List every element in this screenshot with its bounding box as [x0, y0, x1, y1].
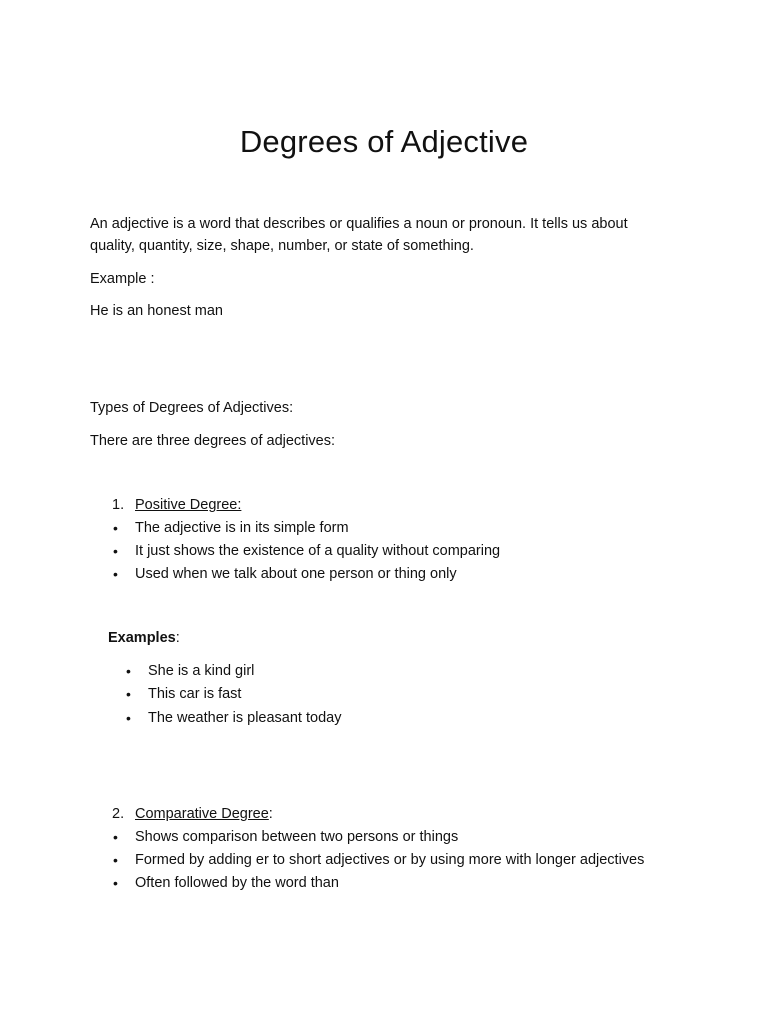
comparative-degree-colon: : — [268, 806, 273, 822]
list-item-text: The adjective is in its simple form — [135, 520, 349, 536]
example-text: He is an honest man — [90, 303, 223, 319]
list-item-text: Used when we talk about one person or thing only — [135, 566, 457, 582]
example-item-text: She is a kind girl — [148, 663, 255, 679]
bullet-icon: • — [126, 663, 131, 679]
bullet-icon: • — [113, 875, 118, 891]
positive-degree-title: Positive Degree: — [135, 497, 242, 513]
list-number: 1. — [112, 497, 125, 513]
page-title: Degrees of Adjective — [239, 124, 529, 159]
example-item-text: This car is fast — [148, 686, 242, 702]
bullet-icon: • — [126, 710, 131, 726]
examples-colon: : — [175, 630, 180, 646]
example-item-text: The weather is pleasant today — [148, 710, 342, 726]
list-number: 2. — [112, 806, 125, 822]
list-item-text: Formed by adding er to short adjectives or by using more with longer adjectives — [135, 852, 645, 868]
comparative-degree-title: Comparative Degree — [135, 806, 269, 822]
bullet-icon: • — [113, 543, 118, 559]
list-item-text: It just shows the existence of a quality without comparing — [135, 543, 501, 559]
bullet-icon: • — [113, 566, 118, 582]
example-label: Example : — [90, 271, 155, 287]
list-item-text: Often followed by the word than — [135, 875, 339, 891]
intro-paragraph: An adjective is a word that describes or qualifies a noun or pronoun. It tells us about quality, quantity, size, shape, number, or state of something. — [90, 216, 628, 254]
bullet-icon: • — [113, 520, 118, 536]
types-heading: Types of Degrees of Adjectives: — [90, 400, 294, 416]
bullet-icon: • — [113, 829, 118, 845]
list-item-text: Shows comparison between two persons or things — [135, 829, 459, 845]
examples-label: Examples — [108, 630, 176, 646]
bullet-icon: • — [113, 852, 118, 868]
types-intro: There are three degrees of adjectives: — [90, 433, 336, 449]
bullet-icon: • — [126, 686, 131, 702]
examples-heading — [108, 627, 180, 649]
